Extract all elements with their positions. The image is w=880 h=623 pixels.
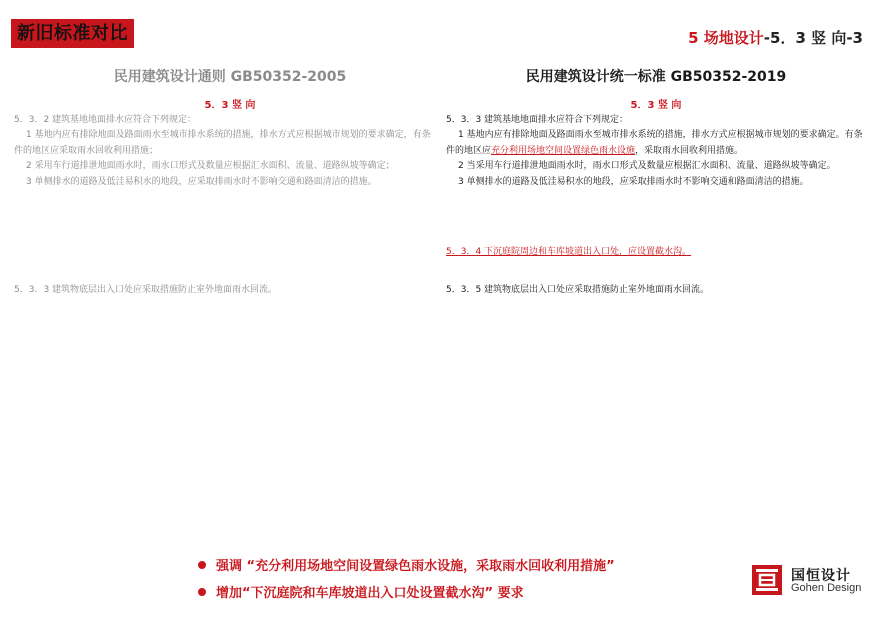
- old-clause-item-1: 1 基地内应有排除地面及路面雨水至城市排水系统的措施，排水方式应根据城市规划的要求确定，有条件的地区应采取雨水回收利用措施；: [14, 130, 431, 156]
- old-clause-item-2: 2 采用车行道排泄地面雨水时，雨水口形式及数量应根据汇水面积、流量、道路纵坡等确定；: [26, 161, 395, 172]
- summary-note-2: [198, 582, 524, 601]
- logo-chinese-name: 国恒设计: [791, 568, 851, 584]
- new-section-heading: 5．3 竖 向: [630, 100, 682, 111]
- new-clause-item-2: 2 当采用车行道排泄地面雨水时，雨水口形式及数量应根据汇水面积、流量、道路纵坡等确定。: [458, 161, 836, 172]
- summary-note-1-text: 强调 “充分利用场地空间设置绿色雨水设施，采取雨水回收利用措施”: [216, 559, 615, 574]
- old-clause-item-3: 3 单侧排水的道路及低洼易积水的地段，应采取排雨水时不影响交通和路面清洁的措施。: [26, 176, 377, 187]
- new-clause-heading: 5．3．3 建筑基地地面排水应符合下列规定：: [446, 115, 629, 125]
- summary-note-1: [198, 555, 615, 574]
- old-clause-5-3-3: 5．3．3 建筑物底层出入口处应采取措施防止室外地面雨水回流。: [14, 285, 278, 295]
- section-heading-sub: -5．3 竖 向-3: [763, 29, 863, 47]
- gohen-logo-icon: [752, 565, 782, 595]
- old-clause-5-3-2: [14, 113, 438, 190]
- new-clause-5-3-5: 5．3．5 建筑物底层出入口处应采取措施防止室外地面雨水回流。: [446, 285, 710, 295]
- logo-english-name: Gohen Design: [791, 582, 862, 594]
- new-clause-5-3-3: [446, 113, 868, 190]
- new-clause-item-1-start: 1 基地内应有排除地面及路面雨水至城市排水系统的措施，排水方式应根据城市规划的要求确定。有条件的地区应: [446, 130, 863, 156]
- old-clause-heading: 5．3．2 建筑基地地面排水应符合下列规定：: [14, 115, 197, 125]
- summary-note-2-text: 增加“下沉庭院和车库坡道出入口处设置截水沟” 要求: [216, 586, 524, 601]
- old-section-heading: 5．3 竖 向: [204, 100, 256, 111]
- bullet-icon: [198, 561, 206, 569]
- new-clause-5-3-4: 5．3．4 下沉庭院周边和车库坡道出入口处，应设置截水沟。: [446, 247, 692, 257]
- new-clause-item-3: 3 单侧排水的道路及低洼易积水的地段，应采取排雨水时不影响交通和路面清洁的措施。: [458, 176, 809, 187]
- highlighted-green-rainwater-text: 充分利用场地空间设置绿色雨水设施: [491, 145, 636, 156]
- bullet-icon: [198, 588, 206, 596]
- old-standard-title: 民用建筑设计通则 GB50352-2005: [113, 69, 347, 85]
- new-clause-item-1: [446, 128, 868, 159]
- section-heading-chapter: 5 场地设计: [688, 29, 764, 47]
- page-badge: 新旧标准对比: [11, 19, 134, 48]
- new-clause-item-1-end: ，采取雨水回收利用措施。: [635, 145, 744, 156]
- new-standard-title: 民用建筑设计统一标准 GB50352-2019: [525, 69, 787, 85]
- section-heading: [688, 27, 863, 48]
